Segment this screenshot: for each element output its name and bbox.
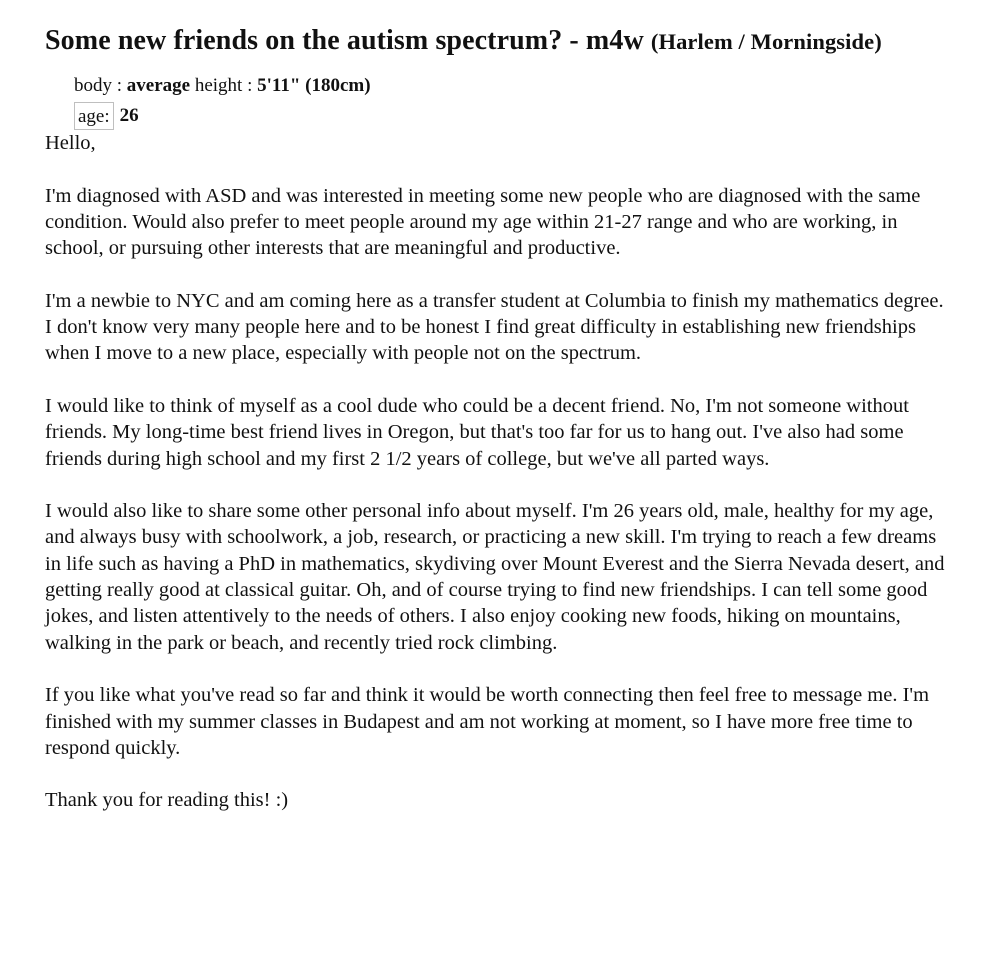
attribute-row-body-height: [74, 73, 945, 101]
age-label: age:: [74, 102, 114, 130]
posting-title-text: Some new friends on the autism spectrum? - m4w: [45, 25, 644, 56]
body-paragraph: I'm diagnosed with ASD and was interested in meeting some new people who are diagnosed with the same condition. Would also prefer to meet people around my age within 21-27 range and who are working, in school, or pursuing other interests that are meaningful and productive.: [45, 184, 921, 260]
age-value: 26: [119, 105, 139, 126]
posting-location: (Harlem / Morningside): [650, 29, 882, 54]
body-paragraph-closing: Thank you for reading this! :): [45, 789, 289, 812]
body-value: average: [126, 75, 191, 96]
body-label: body :: [74, 75, 123, 96]
body-paragraph: If you like what you've read so far and think it would be worth connecting then feel free to message me. I'm finished with my summer classes in Budapest and am not working at moment, so I have more free time to respond quickly.: [45, 684, 930, 759]
body-paragraph: I would also like to share some other personal info about myself. I'm 26 years old, male, healthy for my age, and always busy with schoolwork, a job, research, or practicing a new skill. I'm trying to reach a few dreams in life such as having a PhD in mathematics, skydiving over Mount Everest and the Sierra Nevada desert, and getting really good at classical guitar. Oh, and of course trying to find new friendships. I can tell some good jokes, and listen attentively to the needs of others. I also enjoy cooking new foods, hiking on mountains, walking in the park or beach, and recently tried rock climbing.: [45, 500, 945, 654]
body-paragraph: I'm a newbie to NYC and am coming here as a transfer student at Columbia to finish my mathematics degree. I don't know very many people here and to be honest I find great difficulty in establishing new friendships when I move to a new place, especially with people not on the spectrum.: [45, 289, 944, 365]
attribute-group: [74, 73, 945, 130]
posting-body: [45, 130, 945, 814]
attribute-row-age: [74, 102, 945, 130]
height-label: height :: [194, 75, 253, 96]
body-paragraph-greeting: Hello,: [45, 132, 96, 154]
posting-title: [45, 22, 945, 61]
body-paragraph: I would like to think of myself as a cool dude who could be a decent friend. No, I'm not someone without friends. My long-time best friend lives in Oregon, but that's too far for us to hang out. I've also had some friends during high school and my first 2 1/2 years of college, but we've all parted ways.: [45, 394, 909, 470]
height-value: 5'11" (180cm): [257, 75, 371, 96]
